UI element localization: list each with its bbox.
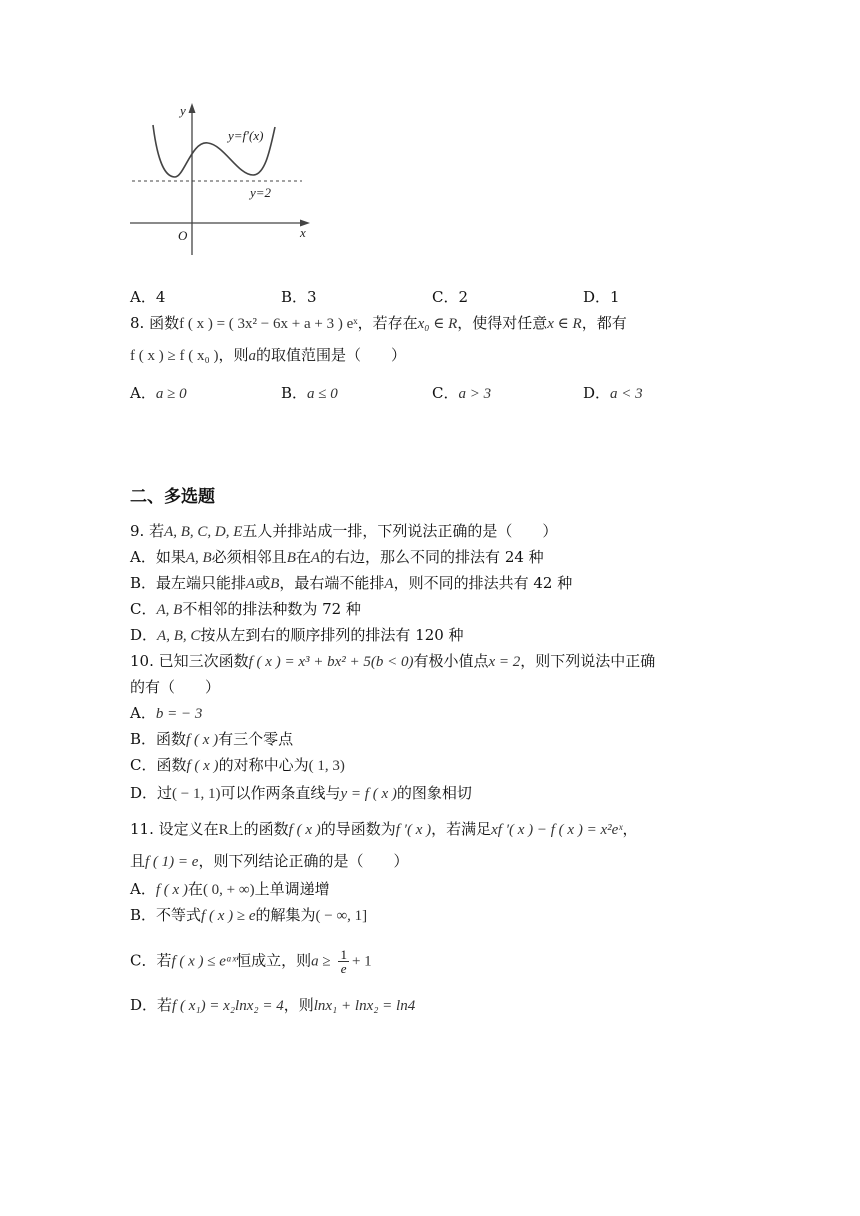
q7-option-d: D．1 bbox=[583, 288, 620, 306]
q11-option-b: B．不等式f ( x ) ≥ e的解集为( − ∞, 1] bbox=[130, 906, 368, 924]
q8-option-b: B．a ≤ 0 bbox=[281, 384, 338, 402]
q11-option-d: D．若f ( x₁) = x₂lnx₂ = 4，则lnx₁ + lnx₂ = ln4 bbox=[130, 996, 416, 1014]
q8-a: a bbox=[248, 348, 256, 364]
q8-x0: x₀ ∈ R bbox=[417, 316, 458, 332]
graph-y-label: y bbox=[180, 103, 186, 118]
q9-option-c: C．A, B不相邻的排法种数为 72 种 bbox=[130, 600, 361, 618]
graph-origin-label: O bbox=[178, 228, 188, 243]
q10-stem-line2: 的有（ ） bbox=[130, 678, 221, 696]
q8-text: ，都有 bbox=[581, 314, 627, 332]
graph-x-label: x bbox=[300, 225, 306, 240]
q11-fraction: $\frac{1}{e}$ bbox=[340, 947, 347, 976]
q8-text: ，则 bbox=[218, 346, 249, 364]
q8-x: x ∈ R bbox=[547, 316, 582, 332]
q8-option-d: D．a < 3 bbox=[583, 384, 643, 402]
graph-line-label: y=2 bbox=[250, 185, 272, 200]
q11-stem-line2: 且f ( 1) = e，则下列结论正确的是（ ） bbox=[130, 852, 409, 870]
section-title-multiple-choice: 二、多选题 bbox=[130, 487, 215, 507]
q8-option-c: C．a > 3 bbox=[432, 384, 492, 402]
q8-inequality: f ( x ) ≥ f ( x₀ ) bbox=[130, 348, 219, 364]
q10-option-b: B．函数f ( x )有三个零点 bbox=[130, 730, 294, 748]
q8-option-a: A．a ≥ 0 bbox=[130, 384, 187, 402]
graph-curve-label: y=f′(x) bbox=[228, 128, 264, 143]
q9-option-b: B．最左端只能排A或B，最右端不能排A，则不同的排法共有 42 种 bbox=[130, 574, 573, 592]
q7-option-b: B．3 bbox=[281, 288, 317, 306]
q10-option-d: D．过( − 1, 1)可以作两条直线与y = f ( x )的图象相切 bbox=[130, 784, 472, 802]
derivative-graph bbox=[120, 95, 320, 260]
q10-stem-line1: 10. 已知三次函数f ( x ) = x³ + bx² + 5(b < 0)有极小值点x = 2，则下列说法中正确 bbox=[130, 652, 656, 670]
q11-option-a: A．f ( x )在( 0, + ∞)上单调递增 bbox=[130, 880, 330, 898]
q9-option-a: A．如果A, B必须相邻且B在A的右边，那么不同的排法有 24 种 bbox=[130, 548, 544, 566]
q8-text: ，使得对任意 bbox=[457, 314, 548, 332]
q11-stem-line1: 11. 设定义在R上的函数f ( x )的导函数为f ′( x )，若满足xf ′( x ) − f ( x ) = x²eˣ， bbox=[130, 820, 638, 838]
q8-text: 函数 bbox=[149, 314, 180, 332]
q11-option-c: C．若f ( x ) ≤ eᵃˣ恒成立，则a ≥ $\frac{1}{e}$ + 1 bbox=[130, 947, 372, 976]
q8-text: 的取值范围是（ ） bbox=[255, 346, 406, 364]
q8-function: f ( x ) = ( 3x² − 6x + a + 3 ) eˣ bbox=[179, 316, 358, 332]
q9-stem: 9. 若A, B, C, D, E五人并排站成一排，下列说法正确的是（ ） bbox=[130, 522, 558, 540]
q8-number: 8. bbox=[130, 314, 150, 332]
q9-option-d: D．A, B, C按从左到右的顺序排列的排法有 120 种 bbox=[130, 626, 464, 644]
q7-option-a: A．4 bbox=[130, 288, 166, 306]
q8-text: ，若存在 bbox=[357, 314, 418, 332]
q7-option-c: C．2 bbox=[432, 288, 469, 306]
q8-line2 bbox=[130, 344, 406, 367]
q8-line1 bbox=[130, 312, 627, 335]
q10-option-a: A．b = − 3 bbox=[130, 704, 203, 722]
q10-option-c: C．函数f ( x )的对称中心为( 1, 3) bbox=[130, 756, 345, 774]
